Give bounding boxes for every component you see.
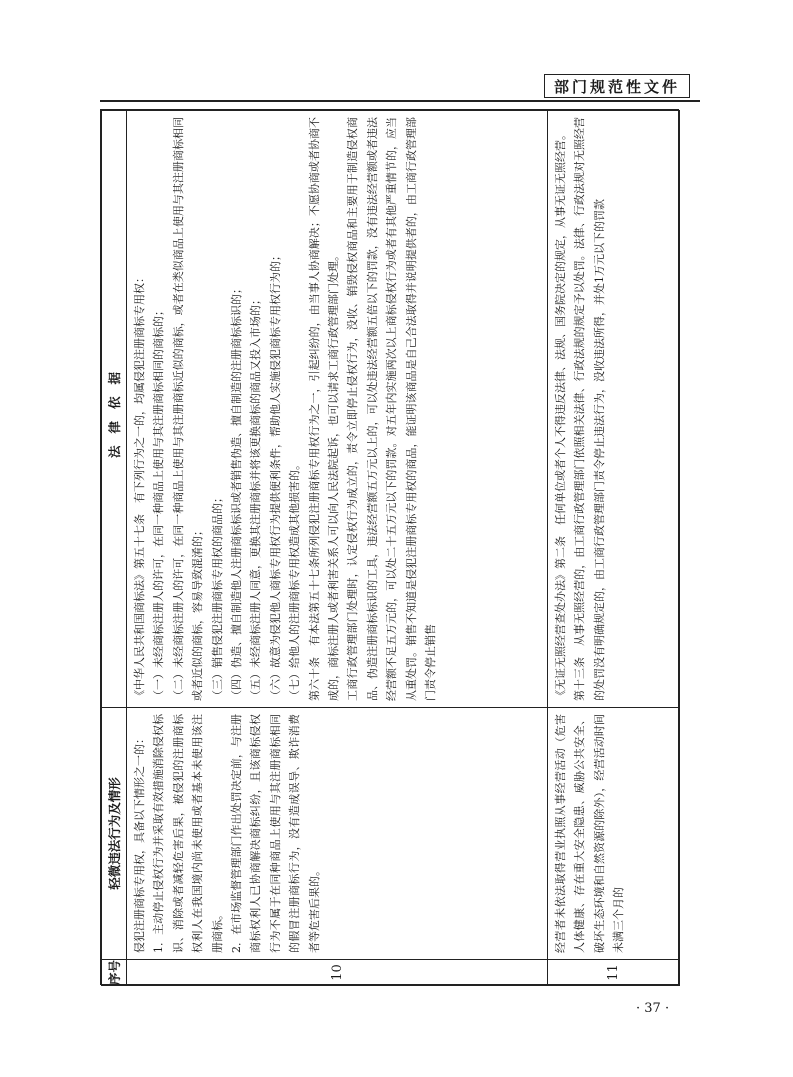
header-law: 法律依据	[102, 111, 127, 708]
law-line: 工商行政管理部门处理时，认定侵权行为成立的，责令立即停止侵权行为，没收、销毁侵权商品和主要用于制造侵权商品、伪造注册商标标识的工具，违法经营额五万元以上的，可以处违法经营额五倍以下的罚款，没有违法经营额或者违法经营额不足五万元的，可以处二十五万元以下的罚款。对五年内实施两次以上商标侵权行为或者有其他严重情节的，应当从重处罚。销售不知道是侵犯注册商标专用权的商品，能证明该商品是自己合法取得并说明提供者的，由工商行政管理部门责令停止销售	[346, 117, 438, 701]
law-line: （三）销售侵犯注册商标专用权的商品的；	[210, 492, 224, 701]
table-header-row	[102, 111, 127, 986]
row-number: 11	[548, 960, 680, 986]
law-line: （二）未经商标注册人的许可，在同一种商品上使用与其注册商标近似的商标，或者在类似商品上使用与其注册商标相同或者近似的商标，容易导致混淆的；	[171, 117, 205, 701]
case-line: 2．在市场监督管理部门作出处罚决定前，与注册商标权利人已协商解决商标纠纷，且该商标侵权行为不属于在同种商品上使用与其注册商标相同的假冒注册商标行为，没有造成误导、欺诈消费者等危害后果的。	[230, 714, 321, 953]
rotated-table-container	[101, 110, 680, 986]
law-cell	[548, 111, 680, 708]
document-category-label: 部门规范性文件	[544, 74, 690, 98]
case-line: 经营者未依法取得营业执照从事经营活动（危害人体健康、存在重大安全隐患、威胁公共安全、破坏生态环境和自然资源的除外），经营活动时间未满三个月的	[554, 714, 626, 953]
law-line: 第十三条 从事无照经营的，由工商行政管理部门依照相关法律、行政法规的规定予以处罚。法律、行政法规对无照经营的处罚没有明确规定的，由工商行政管理部门责令停止违法行为，没收违法所得，并处1万元以下的罚款	[573, 117, 606, 701]
table-row	[548, 111, 680, 986]
law-line: 《中华人民共和国商标法》第五十七条 有下列行为之一的，均属侵犯注册商标专用权：	[133, 272, 146, 701]
header-case: 轻微违法行为及情形	[102, 708, 127, 960]
row-number: 10	[127, 960, 548, 986]
law-line: （四）伪造、擅自制造他人注册商标标识或者销售伪造、擅自制造的注册商标标识的；	[230, 283, 244, 701]
header-no: 序号	[102, 960, 127, 986]
header-rule	[100, 100, 700, 102]
law-line: 第六十条 有本法第五十七条所列侵犯注册商标专用权行为之一，引起纠纷的，由当事人协商解决；不愿协商或者协商不成的，商标注册人或者利害关系人可以向人民法院起诉，也可以请求工商行政管理部门处理。	[307, 117, 341, 701]
case-line: 1．主动停止侵权行为并采取有效措施消除侵权标识、消除或者减轻危害后果，被侵犯的注册商标权利人在我国境内尚未使用或者基本未使用该注册商标。	[152, 714, 224, 953]
law-line: （五）未经商标注册人同意，更换其注册商标并将该更换商标的商品又投入市场的；	[249, 294, 263, 701]
case-line: 侵犯注册商标专用权，具备以下情形之一的：	[133, 733, 146, 953]
page-number: · 37 ·	[636, 1001, 670, 1016]
regulation-table-frame	[100, 109, 679, 985]
law-line: （七）给他人的注册商标专用权造成其他损害的。	[288, 459, 302, 701]
case-cell	[548, 708, 680, 960]
law-line: （一）未经商标注册人的许可，在同一种商品上使用与其注册商标相同的商标的；	[152, 305, 166, 701]
law-cell	[127, 111, 548, 708]
regulation-table	[101, 110, 680, 986]
law-line: （六）故意为侵犯他人商标专用权行为提供便利条件，帮助他人实施侵犯商标专用权行为的；	[268, 250, 282, 701]
case-cell	[127, 708, 548, 960]
table-row	[127, 111, 548, 986]
law-line: 《无证无照经营查处办法》第二条 任何单位或者个人不得违反法律、法规、国务院决定的规定，从事无证无照经营。	[554, 129, 567, 701]
